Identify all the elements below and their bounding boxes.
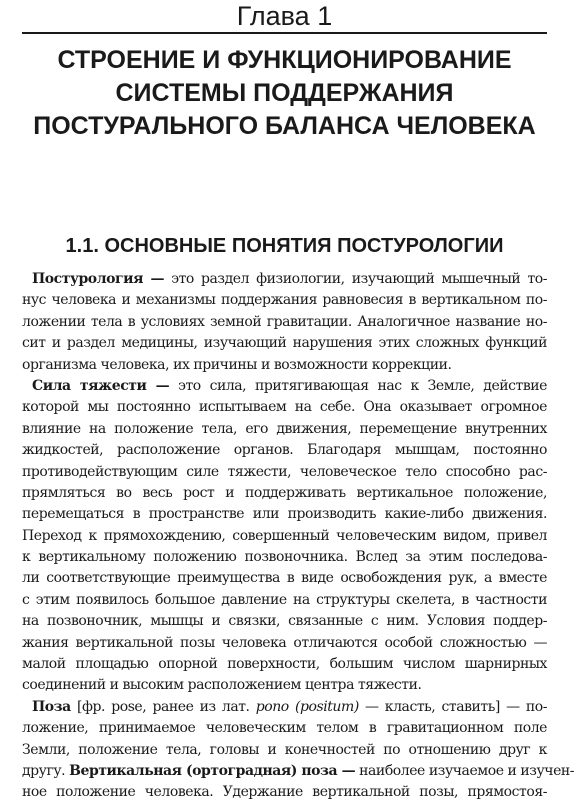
paragraph-posturology: [22, 269, 547, 376]
book-page: [22, 0, 574, 801]
line-text: другу.: [22, 762, 70, 779]
chapter-title: [22, 44, 547, 143]
text-line: соединений и высоким расположением центра тяжести.: [22, 677, 422, 694]
chapter-header-bar: [22, 0, 547, 34]
text-line: ли соответствующие преимущества в виде освобождения рук, а вместе: [22, 570, 547, 587]
text-line: [22, 376, 547, 397]
text-line: влияние на положение тела, его движения, перемещение внутренних: [22, 420, 547, 437]
text-line: сит и раздел медицины, изучающий нарушения этих сложных функций: [22, 335, 547, 352]
line-text: [фр. pose, ранее из лат.: [70, 698, 256, 715]
term-gravity: Сила тяжести —: [32, 377, 170, 394]
chapter-title-line: СИСТЕМЫ ПОДДЕРЖАНИЯ: [115, 79, 454, 107]
text-line: [22, 761, 574, 782]
paragraph-posture: [22, 697, 574, 804]
text-line: нус человека и механизмы поддержания равновесия в вертикальном по-: [22, 292, 547, 309]
chapter-label: Глава 1: [236, 1, 333, 31]
text-line: с этим появилось большое давление на структуры скелета, в частности: [22, 591, 547, 608]
line-text: — класть, ставить] — по-: [358, 698, 547, 715]
text-line: прямляться во весь рост и поддерживать вертикальное положение,: [22, 484, 547, 501]
text-line: малой площадью опорной поверхности, большим числом шарнирных: [22, 656, 547, 673]
text-line: жания вертикальной позы человека отличаются особой сложностью —: [22, 634, 547, 651]
text-line: на позвоночник, мышцы и связки, связанные с ним. Условия поддер-: [22, 613, 547, 630]
section-heading: 1.1. ОСНОВНЫЕ ПОНЯТИЯ ПОСТУРОЛОГИИ: [65, 235, 504, 257]
text-line: жидкостей, расположение органов. Благодаря мышцам, постоянно: [22, 442, 547, 459]
chapter-title-line: ПОСТУРАЛЬНОГО БАЛАНСА ЧЕЛОВЕКА: [33, 112, 536, 140]
text-line: которой мы постоянно испытываем на себе. Она оказывает огромное: [22, 399, 547, 416]
text-line: к вертикальному положению позвоночника. Вслед за этим последова-: [22, 549, 547, 566]
body-text: [22, 269, 574, 804]
text-line: противодействующим силе тяжести, человеческое тело способно рас-: [22, 463, 547, 480]
line-text: это сила, притягивающая нас к Земле, действие: [169, 377, 547, 394]
text-line: Земли, положение тела, головы и конечностей по отношению друг к: [22, 741, 547, 758]
text-line: [22, 697, 547, 718]
chapter-title-line: СТРОЕНИЕ И ФУНКЦИОНИРОВАНИЕ: [57, 46, 512, 74]
line-text: наиболее изучаемое и изучен-: [355, 762, 574, 779]
text-line: организма человека, их причины и возможности коррекции.: [22, 356, 452, 373]
text-line: ложении тела в условиях земной гравитации. Аналогичное название но-: [22, 313, 547, 330]
text-line: Переход к прямохождению, совершенный человеческим видом, привел: [22, 527, 547, 544]
paragraph-gravity: [22, 376, 547, 697]
text-line: ложение, принимаемое человеческим телом в гравитационном поле: [22, 720, 547, 737]
term-vertical-posture: Вертикальная (ортоградная) поза —: [69, 762, 356, 779]
term-posture: Поза: [32, 698, 71, 715]
text-line: перемещаться в пространстве или производить какие-либо движения.: [22, 506, 547, 523]
latin-term: pono (positum): [255, 698, 359, 715]
text-line: [22, 269, 547, 290]
term-posturology: Постурология —: [32, 271, 165, 287]
text-line: ное положение человека. Удержание вертикальной позы, прямостоя-: [22, 784, 547, 801]
line-text: это раздел физиологии, изучающий мышечный то-: [164, 271, 547, 287]
